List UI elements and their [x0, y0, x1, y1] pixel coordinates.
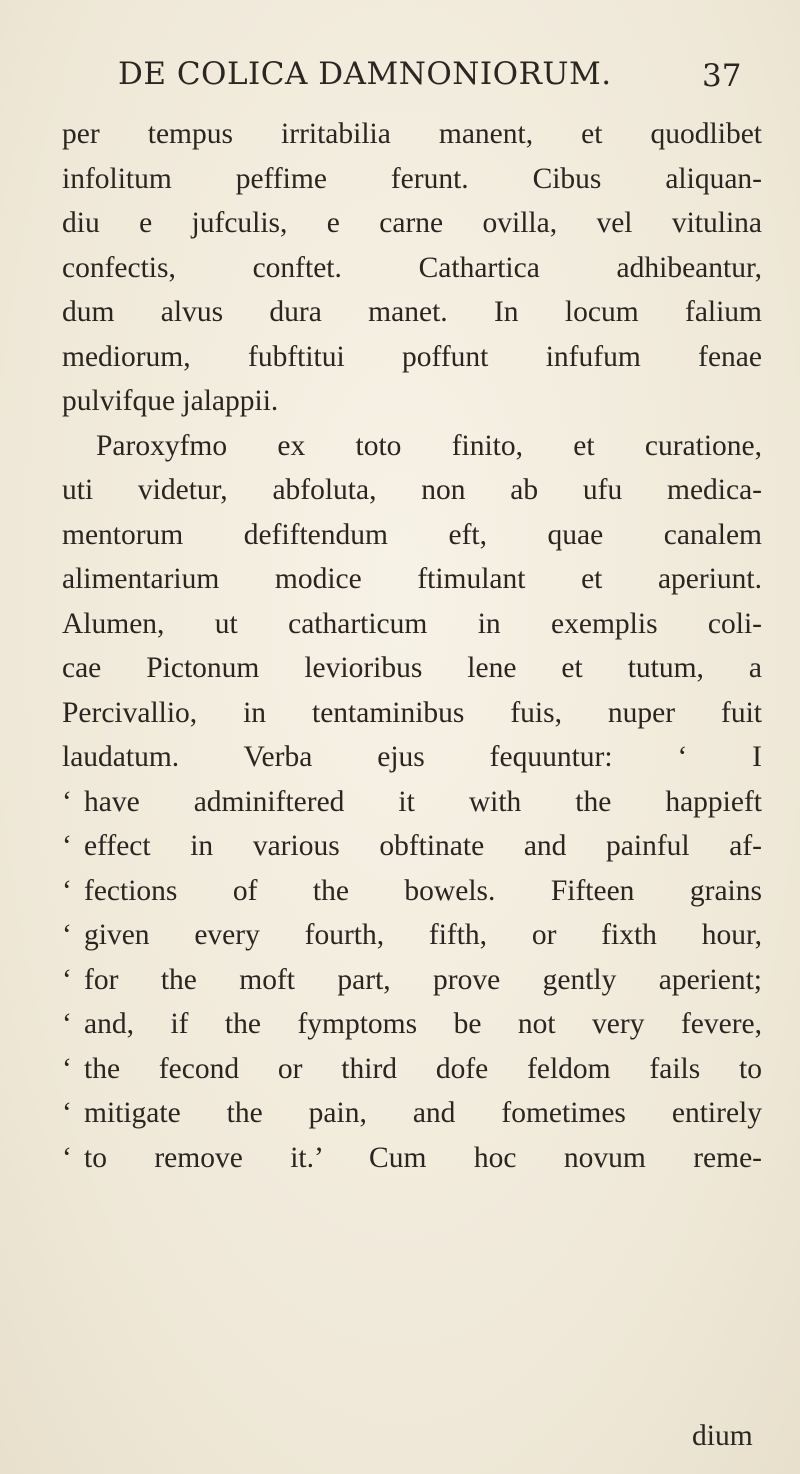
quote-mark: ‘ [62, 874, 72, 907]
quote-text: to remove it.’ Cum hoc novum reme- [84, 1141, 762, 1174]
page-footer [0, 1420, 800, 1460]
quote-text: fections of the bowels. Fifteen grains [84, 874, 762, 907]
text-line: Percivallio, in tentaminibus fuis, nuper fuit [62, 696, 762, 729]
quote-text: given every fourth, fifth, or fixth hour, [84, 919, 762, 951]
quote-mark: ‘ [62, 1097, 72, 1129]
body-text [62, 112, 762, 1180]
quote-text: have adminiftered it with the happieft [84, 785, 762, 818]
quote-mark: ‘ [62, 919, 72, 951]
quote-text: effect in various obftinate and painful af- [84, 830, 762, 862]
text-line: infolitum peffime ferunt. Cibus aliquan- [62, 162, 762, 195]
text-line: mediorum, fubftitui poffunt infufum fenae [62, 340, 762, 373]
quote-mark: ‘ [62, 1141, 72, 1174]
quote-line [62, 958, 762, 1003]
text-line: confectis, conftet. Cathartica adhibeantur, [62, 251, 762, 284]
quote-mark: ‘ [62, 963, 72, 996]
quote-text: the fecond or third dofe feldom fails to [84, 1052, 762, 1085]
catchword: dium [692, 1420, 753, 1452]
text-line: diu e jufculis, e carne ovilla, vel vitulina [62, 207, 762, 239]
quote-text: for the moft part, prove gently aperient; [84, 963, 762, 996]
quote-line [62, 1136, 762, 1181]
running-head: DE COLICA DAMNONIORUM. [118, 56, 612, 92]
quote-line [62, 824, 762, 869]
text-line: uti videtur, abfoluta, non ab ufu medica- [62, 474, 762, 506]
quote-mark: ‘ [62, 785, 72, 818]
quote-text: mitigate the pain, and fometimes entirely [84, 1097, 762, 1129]
text-line: Paroxyfmo ex toto finito, et curatione, [96, 429, 762, 462]
quote-mark: ‘ [62, 1052, 72, 1085]
quote-line [62, 1091, 762, 1136]
page-number: 37 [702, 58, 742, 94]
text-line: per tempus irritabilia manent, et quodlibet [62, 118, 762, 150]
quote-mark: ‘ [62, 830, 72, 862]
quote-line [62, 1002, 762, 1047]
quote-mark: ‘ [62, 1008, 72, 1040]
quote-text: and, if the fymptoms be not very fevere, [84, 1008, 762, 1040]
quote-line [62, 1047, 762, 1092]
page-header [0, 56, 800, 106]
text-line: mentorum defiftendum eft, quae canalem [62, 518, 762, 551]
text-line: dum alvus dura manet. In locum falium [62, 296, 762, 328]
quote-line [62, 869, 762, 914]
text-line: pulvifque jalappii. [62, 385, 279, 417]
quote-line [62, 913, 762, 958]
text-line: alimentarium modice ftimulant et aperiunt. [62, 563, 762, 595]
text-line: laudatum. Verba ejus fequuntur: ‘ I [62, 741, 762, 773]
text-line: cae Pictonum levioribus lene et tutum, a [62, 652, 762, 684]
quote-line [62, 780, 762, 825]
text-line: Alumen, ut catharticum in exemplis coli- [62, 607, 762, 640]
